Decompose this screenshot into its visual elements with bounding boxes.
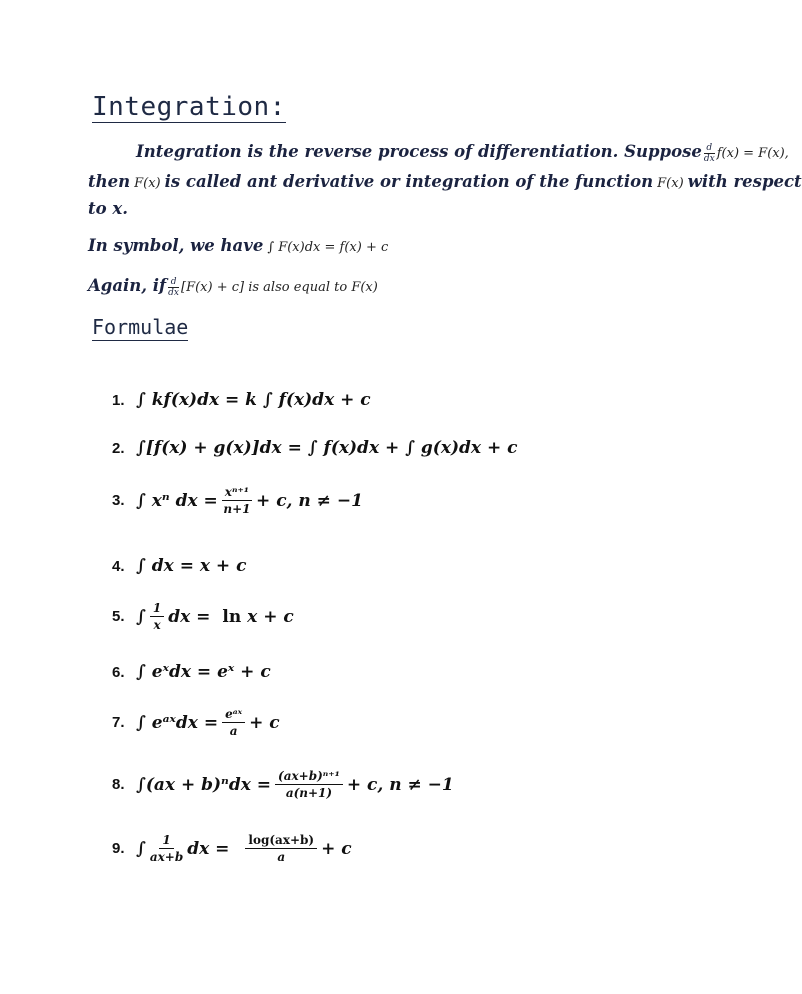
fraction: $\frac{\text{(ax+b)ⁿ⁺¹}}{a(n+1)}$ <box>275 768 343 801</box>
fraction: $\frac{1}{ax+b}$ <box>149 833 184 864</box>
formula-2: 2. ∫[f(x) + g(x)]dx = ∫ f(x)dx + ∫ g(x)dx + c <box>112 438 518 458</box>
fraction: $\frac{\text{xⁿ⁺¹}}{n+1}$ <box>223 485 251 516</box>
again-line: Again, if $\frac{d}{dx}$ [F(x) + c] is also equal to F(x) <box>88 276 378 298</box>
symbol-line: In symbol, we have ∫ F(x)dx = f(x) + c <box>88 236 389 255</box>
formula-9: 9. ∫ $\frac{1}{ax+b}$ dx = $\frac{\log(ax+b)}{a}$ + c <box>112 833 352 864</box>
intro-line-2: then F(x) is called ant derivative or integration of the function F(x) with respect <box>88 172 802 191</box>
formula-1: 1. ∫ kf(x)dx = k ∫ f(x)dx + c <box>112 390 371 410</box>
formula-4: 4. ∫ dx = x + c <box>112 556 247 576</box>
fraction: $\frac{1}{x}$ <box>150 600 164 633</box>
intro-line-1: Integration is the reverse process of differentiation. Suppose $\frac{d}{dx}$ f(x) = F(x), <box>136 142 789 164</box>
intro-line-3: to x. <box>88 199 128 218</box>
fraction: $\frac{\log(ax+b)}{a}$ <box>245 832 317 865</box>
formula-7: 7. ∫ eᵃˣdx = $\frac{\text{eᵃˣ}}{a}$ + c <box>112 707 280 738</box>
fraction: $\frac{\text{eᵃˣ}}{a}$ <box>222 706 245 739</box>
derivative-fraction: $\frac{d}{dx}$ <box>703 142 715 164</box>
page-title: Integration: <box>92 92 286 122</box>
formula-6: 6. ∫ eˣdx = eˣ + c <box>112 662 271 682</box>
formula-3: 3. ∫ xⁿ dx = $\frac{\text{xⁿ⁺¹}}{n+1}$ + c, n ≠ −1 <box>112 485 363 516</box>
formula-5: 5. ∫ $\frac{1}{x}$ dx = ln x + c <box>112 601 294 632</box>
formula-8: 8. ∫(ax + b)ⁿdx = $\frac{\text{(ax+b)ⁿ⁺¹}}{a(n+1)}$ + c, n ≠ −1 <box>112 769 454 800</box>
section-title-formulae: Formulae <box>92 315 189 339</box>
